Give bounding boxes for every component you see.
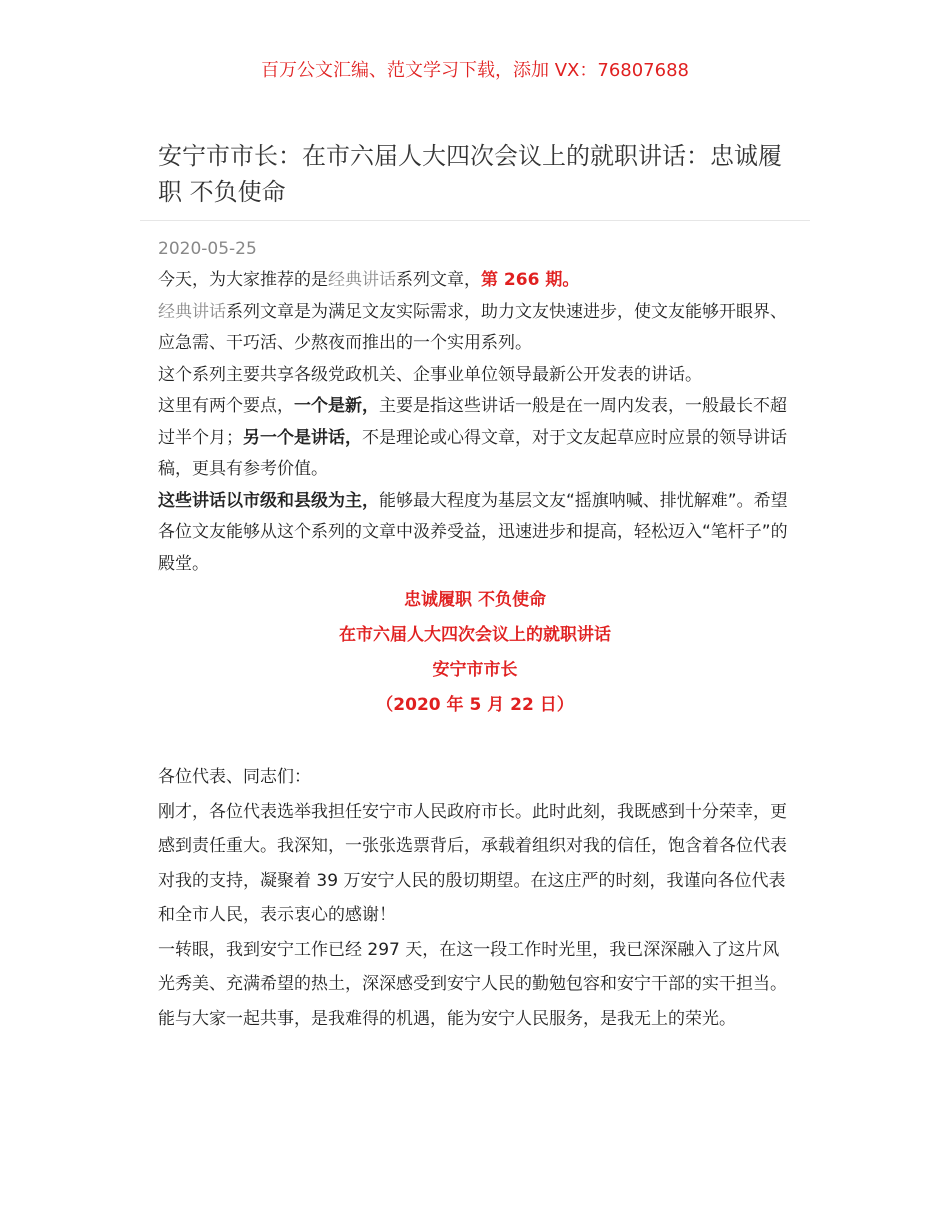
speech-subtitle: 在市六届人大四次会议上的就职讲话 (339, 625, 611, 645)
intro-paragraph-4 (158, 391, 794, 486)
speech-date: （2020 年 5 月 22 日） (376, 695, 574, 715)
article-title: 安宁市市长：在市六届人大四次会议上的就职讲话：忠诚履职 不负使命 (158, 142, 782, 206)
key-point-3: 这些讲话以市级和县级为主， (158, 490, 379, 511)
header-banner: 百万公文汇编、范文学习下载，添加 VX：76807688 (261, 60, 689, 81)
intro-text: 主要是指这些讲话一般是在一周内发表，一般最长不超过半个月； (158, 396, 787, 448)
intro-section (158, 265, 794, 580)
series-name: 经典讲话 (158, 301, 226, 322)
salutation: 各位代表、同志们： (158, 767, 311, 787)
intro-text: 不是理论或心得文章，对于文友起草应时应景的领导讲话稿，更具有参考价值。 (158, 427, 787, 479)
intro-text: 今天，为大家推荐的是 (158, 270, 328, 290)
key-point-1: 一个是新， (294, 396, 379, 416)
series-name: 经典讲话 (328, 270, 396, 290)
body-paragraph-1: 刚才，各位代表选举我担任安宁市人民政府市长。此时此刻，我既感到十分荣幸，更感到责任重大。我深知，一张张选票背后，承载着组织对我的信任，饱含着各位代表对我的支持，凝聚着 39 万安宁人民的殷切期望。在这庄严的时刻，我谨向各位代表和全市人民，表示衷心的感谢！ (158, 801, 787, 925)
speech-title: 忠诚履职 不负使命 (404, 590, 546, 610)
intro-paragraph-3: 这个系列主要共享各级党政机关、企事业单位领导最新公开发表的讲话。 (158, 364, 702, 385)
intro-text: 能够最大程度为基层文友“摇旗呐喊、排忧解难”。希望各位文友能够从这个系列的文章中汲养受益，迅速进步和提高，轻松迈入“笔杆子”的殿堂。 (158, 490, 788, 574)
article-date: 2020-05-25 (158, 239, 257, 259)
issue-number: 第 266 期。 (481, 270, 580, 290)
key-point-2: 另一个是讲话， (243, 427, 362, 448)
speech-heading (0, 588, 950, 728)
speech-body (158, 760, 794, 1036)
intro-paragraph-5 (158, 486, 794, 581)
intro-text: 系列文章， (396, 270, 481, 290)
intro-text: 这里有两个要点， (158, 396, 294, 416)
intro-paragraph-1 (158, 265, 794, 297)
speech-speaker: 安宁市市长 (432, 660, 518, 680)
title-divider (140, 220, 810, 221)
intro-text: 系列文章是为满足文友实际需求，助力文友快速进步，使文友能够开眼界、应急需、干巧活、少熬夜而推出的一个实用系列。 (158, 301, 787, 353)
body-paragraph-2: 一转眼，我到安宁工作已经 297 天，在这一段工作时光里，我已深深融入了这片风光秀美、充满希望的热土，深深感受到安宁人民的勤勉包容和安宁干部的实干担当。能与大家一起共事，是我难得的机遇，能为安宁人民服务，是我无上的荣光。 (158, 939, 787, 1029)
intro-paragraph-2 (158, 297, 794, 360)
